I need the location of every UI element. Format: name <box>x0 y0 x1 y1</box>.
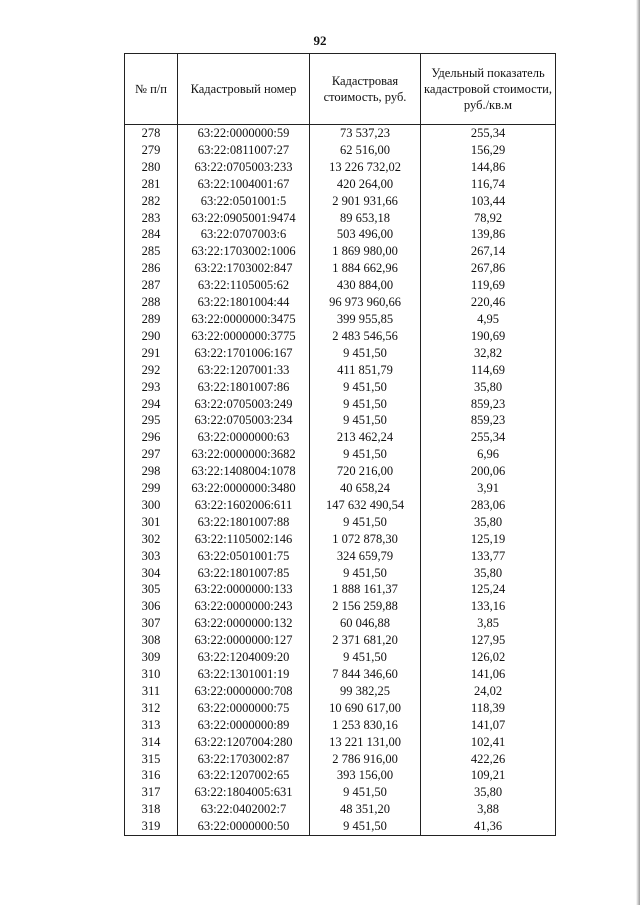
cadastral-number: 63:22:1207004:280 <box>178 734 310 751</box>
table-row <box>125 497 556 514</box>
cadastral-number: 63:22:0000000:3480 <box>178 480 310 497</box>
cadastral-number: 63:22:0000000:89 <box>178 717 310 734</box>
table-row <box>125 294 556 311</box>
cadastral-value: 324 659,79 <box>310 548 421 565</box>
cadastral-value: 7 844 346,60 <box>310 666 421 683</box>
table-row <box>125 429 556 446</box>
cadastral-number: 63:22:1105005:62 <box>178 277 310 294</box>
cadastral-number: 63:22:0000000:3682 <box>178 446 310 463</box>
table-row <box>125 666 556 683</box>
specific-indicator: 35,80 <box>421 514 556 531</box>
specific-indicator: 3,88 <box>421 801 556 818</box>
table-row <box>125 767 556 784</box>
specific-indicator: 859,23 <box>421 396 556 413</box>
cadastral-value: 40 658,24 <box>310 480 421 497</box>
specific-indicator: 126,02 <box>421 649 556 666</box>
cadastral-value: 9 451,50 <box>310 446 421 463</box>
cadastral-number: 63:22:1801007:85 <box>178 565 310 582</box>
cadastral-value: 2 371 681,20 <box>310 632 421 649</box>
table-row <box>125 717 556 734</box>
specific-indicator: 220,46 <box>421 294 556 311</box>
cadastral-number: 63:22:0000000:132 <box>178 615 310 632</box>
cadastral-number: 63:22:1703002:1006 <box>178 243 310 260</box>
cadastral-value: 9 451,50 <box>310 345 421 362</box>
row-number: 303 <box>125 548 178 565</box>
table-row <box>125 683 556 700</box>
specific-indicator: 144,86 <box>421 159 556 176</box>
table-row <box>125 818 556 835</box>
cadastral-value: 13 221 131,00 <box>310 734 421 751</box>
table-row <box>125 362 556 379</box>
row-number: 290 <box>125 328 178 345</box>
cadastral-number: 63:22:0905001:9474 <box>178 210 310 227</box>
row-number: 318 <box>125 801 178 818</box>
table-row <box>125 548 556 565</box>
row-number: 282 <box>125 193 178 210</box>
cadastral-number: 63:22:0000000:50 <box>178 818 310 835</box>
table-row <box>125 277 556 294</box>
cadastral-number: 63:22:0000000:708 <box>178 683 310 700</box>
cadastral-value: 1 253 830,16 <box>310 717 421 734</box>
table-row <box>125 412 556 429</box>
cadastral-value: 420 264,00 <box>310 176 421 193</box>
specific-indicator: 41,36 <box>421 818 556 835</box>
cadastral-value: 10 690 617,00 <box>310 700 421 717</box>
row-number: 311 <box>125 683 178 700</box>
row-number: 278 <box>125 125 178 142</box>
specific-indicator: 190,69 <box>421 328 556 345</box>
cadastral-value: 73 537,23 <box>310 125 421 142</box>
header-cadastral-number: Кадастровый номер <box>178 54 310 125</box>
cadastral-number: 63:22:0811007:27 <box>178 142 310 159</box>
table-row <box>125 463 556 480</box>
table-row <box>125 734 556 751</box>
specific-indicator: 114,69 <box>421 362 556 379</box>
cadastral-number: 63:22:0705003:233 <box>178 159 310 176</box>
cadastral-value: 147 632 490,54 <box>310 497 421 514</box>
row-number: 308 <box>125 632 178 649</box>
specific-indicator: 133,16 <box>421 598 556 615</box>
row-number: 306 <box>125 598 178 615</box>
row-number: 319 <box>125 818 178 835</box>
table-row <box>125 514 556 531</box>
row-number: 315 <box>125 751 178 768</box>
cadastral-value: 9 451,50 <box>310 818 421 835</box>
row-number: 285 <box>125 243 178 260</box>
specific-indicator: 32,82 <box>421 345 556 362</box>
row-number: 309 <box>125 649 178 666</box>
cadastral-value: 2 483 546,56 <box>310 328 421 345</box>
row-number: 302 <box>125 531 178 548</box>
cadastral-number: 63:22:1105002:146 <box>178 531 310 548</box>
cadastral-number: 63:22:1703002:847 <box>178 260 310 277</box>
specific-indicator: 267,14 <box>421 243 556 260</box>
cadastral-number: 63:22:1701006:167 <box>178 345 310 362</box>
cadastral-number: 63:22:0402002:7 <box>178 801 310 818</box>
cadastral-value: 430 884,00 <box>310 277 421 294</box>
cadastral-number: 63:22:1204009:20 <box>178 649 310 666</box>
cadastral-value: 89 653,18 <box>310 210 421 227</box>
cadastral-number: 63:22:0501001:75 <box>178 548 310 565</box>
cadastral-value: 96 973 960,66 <box>310 294 421 311</box>
cadastral-number: 63:22:1602006:611 <box>178 497 310 514</box>
cadastral-value: 2 156 259,88 <box>310 598 421 615</box>
cadastral-number: 63:22:1801007:88 <box>178 514 310 531</box>
table-row <box>125 581 556 598</box>
cadastral-number: 63:22:1801004:44 <box>178 294 310 311</box>
row-number: 294 <box>125 396 178 413</box>
row-number: 284 <box>125 226 178 243</box>
cadastral-number: 63:22:1004001:67 <box>178 176 310 193</box>
row-number: 292 <box>125 362 178 379</box>
row-number: 279 <box>125 142 178 159</box>
table-row <box>125 226 556 243</box>
table-header-row <box>125 54 556 125</box>
cadastral-number: 63:22:1207001:33 <box>178 362 310 379</box>
specific-indicator: 125,24 <box>421 581 556 598</box>
header-num: № п/п <box>125 54 178 125</box>
cadastral-number: 63:22:1301001:19 <box>178 666 310 683</box>
specific-indicator: 859,23 <box>421 412 556 429</box>
row-number: 298 <box>125 463 178 480</box>
row-number: 304 <box>125 565 178 582</box>
specific-indicator: 127,95 <box>421 632 556 649</box>
specific-indicator: 116,74 <box>421 176 556 193</box>
table-row <box>125 396 556 413</box>
table-body <box>125 125 556 836</box>
specific-indicator: 3,91 <box>421 480 556 497</box>
specific-indicator: 3,85 <box>421 615 556 632</box>
specific-indicator: 35,80 <box>421 784 556 801</box>
row-number: 317 <box>125 784 178 801</box>
specific-indicator: 283,06 <box>421 497 556 514</box>
row-number: 313 <box>125 717 178 734</box>
specific-indicator: 109,21 <box>421 767 556 784</box>
specific-indicator: 133,77 <box>421 548 556 565</box>
cadastral-value: 393 156,00 <box>310 767 421 784</box>
cadastral-value: 1 072 878,30 <box>310 531 421 548</box>
cadastral-value: 9 451,50 <box>310 649 421 666</box>
row-number: 307 <box>125 615 178 632</box>
specific-indicator: 267,86 <box>421 260 556 277</box>
table-row <box>125 210 556 227</box>
table-row <box>125 784 556 801</box>
cadastral-number: 63:22:0000000:127 <box>178 632 310 649</box>
specific-indicator: 35,80 <box>421 565 556 582</box>
specific-indicator: 255,34 <box>421 125 556 142</box>
cadastral-number: 63:22:1804005:631 <box>178 784 310 801</box>
table-row <box>125 328 556 345</box>
header-cadastral-value: Кадастровая стоимость, руб. <box>310 54 421 125</box>
row-number: 312 <box>125 700 178 717</box>
cadastral-value: 1 888 161,37 <box>310 581 421 598</box>
table-row <box>125 531 556 548</box>
row-number: 280 <box>125 159 178 176</box>
row-number: 289 <box>125 311 178 328</box>
cadastral-value: 99 382,25 <box>310 683 421 700</box>
cadastral-value: 1 869 980,00 <box>310 243 421 260</box>
cadastral-number: 63:22:0000000:3475 <box>178 311 310 328</box>
specific-indicator: 35,80 <box>421 379 556 396</box>
table-row <box>125 379 556 396</box>
row-number: 305 <box>125 581 178 598</box>
specific-indicator: 200,06 <box>421 463 556 480</box>
cadastral-number: 63:22:1207002:65 <box>178 767 310 784</box>
cadastral-number: 63:22:0000000:3775 <box>178 328 310 345</box>
table-row <box>125 751 556 768</box>
cadastral-value: 1 884 662,96 <box>310 260 421 277</box>
cadastral-number: 63:22:0000000:133 <box>178 581 310 598</box>
table-row <box>125 311 556 328</box>
cadastral-number: 63:22:0000000:243 <box>178 598 310 615</box>
table-row <box>125 565 556 582</box>
cadastral-value: 9 451,50 <box>310 412 421 429</box>
specific-indicator: 156,29 <box>421 142 556 159</box>
row-number: 301 <box>125 514 178 531</box>
specific-indicator: 255,34 <box>421 429 556 446</box>
specific-indicator: 141,07 <box>421 717 556 734</box>
cadastral-value: 411 851,79 <box>310 362 421 379</box>
specific-indicator: 119,69 <box>421 277 556 294</box>
row-number: 299 <box>125 480 178 497</box>
row-number: 310 <box>125 666 178 683</box>
cadastral-value: 9 451,50 <box>310 784 421 801</box>
table-row <box>125 700 556 717</box>
table-row <box>125 125 556 142</box>
cadastral-number: 63:22:0705003:249 <box>178 396 310 413</box>
row-number: 287 <box>125 277 178 294</box>
specific-indicator: 6,96 <box>421 446 556 463</box>
row-number: 293 <box>125 379 178 396</box>
table-row <box>125 480 556 497</box>
cadastral-value: 9 451,50 <box>310 565 421 582</box>
table-row <box>125 598 556 615</box>
specific-indicator: 102,41 <box>421 734 556 751</box>
cadastral-value: 62 516,00 <box>310 142 421 159</box>
cadastral-number: 63:22:0707003:6 <box>178 226 310 243</box>
cadastral-value: 9 451,50 <box>310 396 421 413</box>
cadastral-value: 399 955,85 <box>310 311 421 328</box>
row-number: 300 <box>125 497 178 514</box>
cadastral-number: 63:22:0000000:75 <box>178 700 310 717</box>
table-row <box>125 446 556 463</box>
cadastral-value: 13 226 732,02 <box>310 159 421 176</box>
specific-indicator: 4,95 <box>421 311 556 328</box>
cadastral-number: 63:22:0705003:234 <box>178 412 310 429</box>
specific-indicator: 139,86 <box>421 226 556 243</box>
cadastral-value: 2 901 931,66 <box>310 193 421 210</box>
row-number: 288 <box>125 294 178 311</box>
table-row <box>125 193 556 210</box>
specific-indicator: 141,06 <box>421 666 556 683</box>
table-row <box>125 615 556 632</box>
row-number: 297 <box>125 446 178 463</box>
row-number: 296 <box>125 429 178 446</box>
cadastral-value: 503 496,00 <box>310 226 421 243</box>
cadastral-value: 720 216,00 <box>310 463 421 480</box>
specific-indicator: 422,26 <box>421 751 556 768</box>
cadastral-value: 9 451,50 <box>310 379 421 396</box>
row-number: 314 <box>125 734 178 751</box>
table-row <box>125 243 556 260</box>
specific-indicator: 118,39 <box>421 700 556 717</box>
cadastral-value: 48 351,20 <box>310 801 421 818</box>
page-number: 92 <box>313 33 327 48</box>
cadastral-number: 63:22:1703002:87 <box>178 751 310 768</box>
cadastral-number: 63:22:0501001:5 <box>178 193 310 210</box>
row-number: 283 <box>125 210 178 227</box>
cadastral-number: 63:22:1408004:1078 <box>178 463 310 480</box>
table-row <box>125 632 556 649</box>
table-row <box>125 260 556 277</box>
page-edge-shadow <box>636 0 640 905</box>
cadastral-number: 63:22:1801007:86 <box>178 379 310 396</box>
specific-indicator: 78,92 <box>421 210 556 227</box>
cadastral-number: 63:22:0000000:63 <box>178 429 310 446</box>
cadastral-value: 2 786 916,00 <box>310 751 421 768</box>
row-number: 281 <box>125 176 178 193</box>
cadastral-value: 60 046,88 <box>310 615 421 632</box>
row-number: 286 <box>125 260 178 277</box>
table-row <box>125 801 556 818</box>
header-specific-indicator: Удельный показатель кадастровой стоимости, руб./кв.м <box>421 54 556 125</box>
table-row <box>125 159 556 176</box>
specific-indicator: 24,02 <box>421 683 556 700</box>
row-number: 295 <box>125 412 178 429</box>
cadastral-number: 63:22:0000000:59 <box>178 125 310 142</box>
specific-indicator: 103,44 <box>421 193 556 210</box>
table-row <box>125 345 556 362</box>
cadastral-value: 9 451,50 <box>310 514 421 531</box>
specific-indicator: 125,19 <box>421 531 556 548</box>
table-row <box>125 649 556 666</box>
cadastral-value: 213 462,24 <box>310 429 421 446</box>
table-row <box>125 142 556 159</box>
cadastral-table <box>124 53 556 836</box>
row-number: 291 <box>125 345 178 362</box>
table-row <box>125 176 556 193</box>
row-number: 316 <box>125 767 178 784</box>
